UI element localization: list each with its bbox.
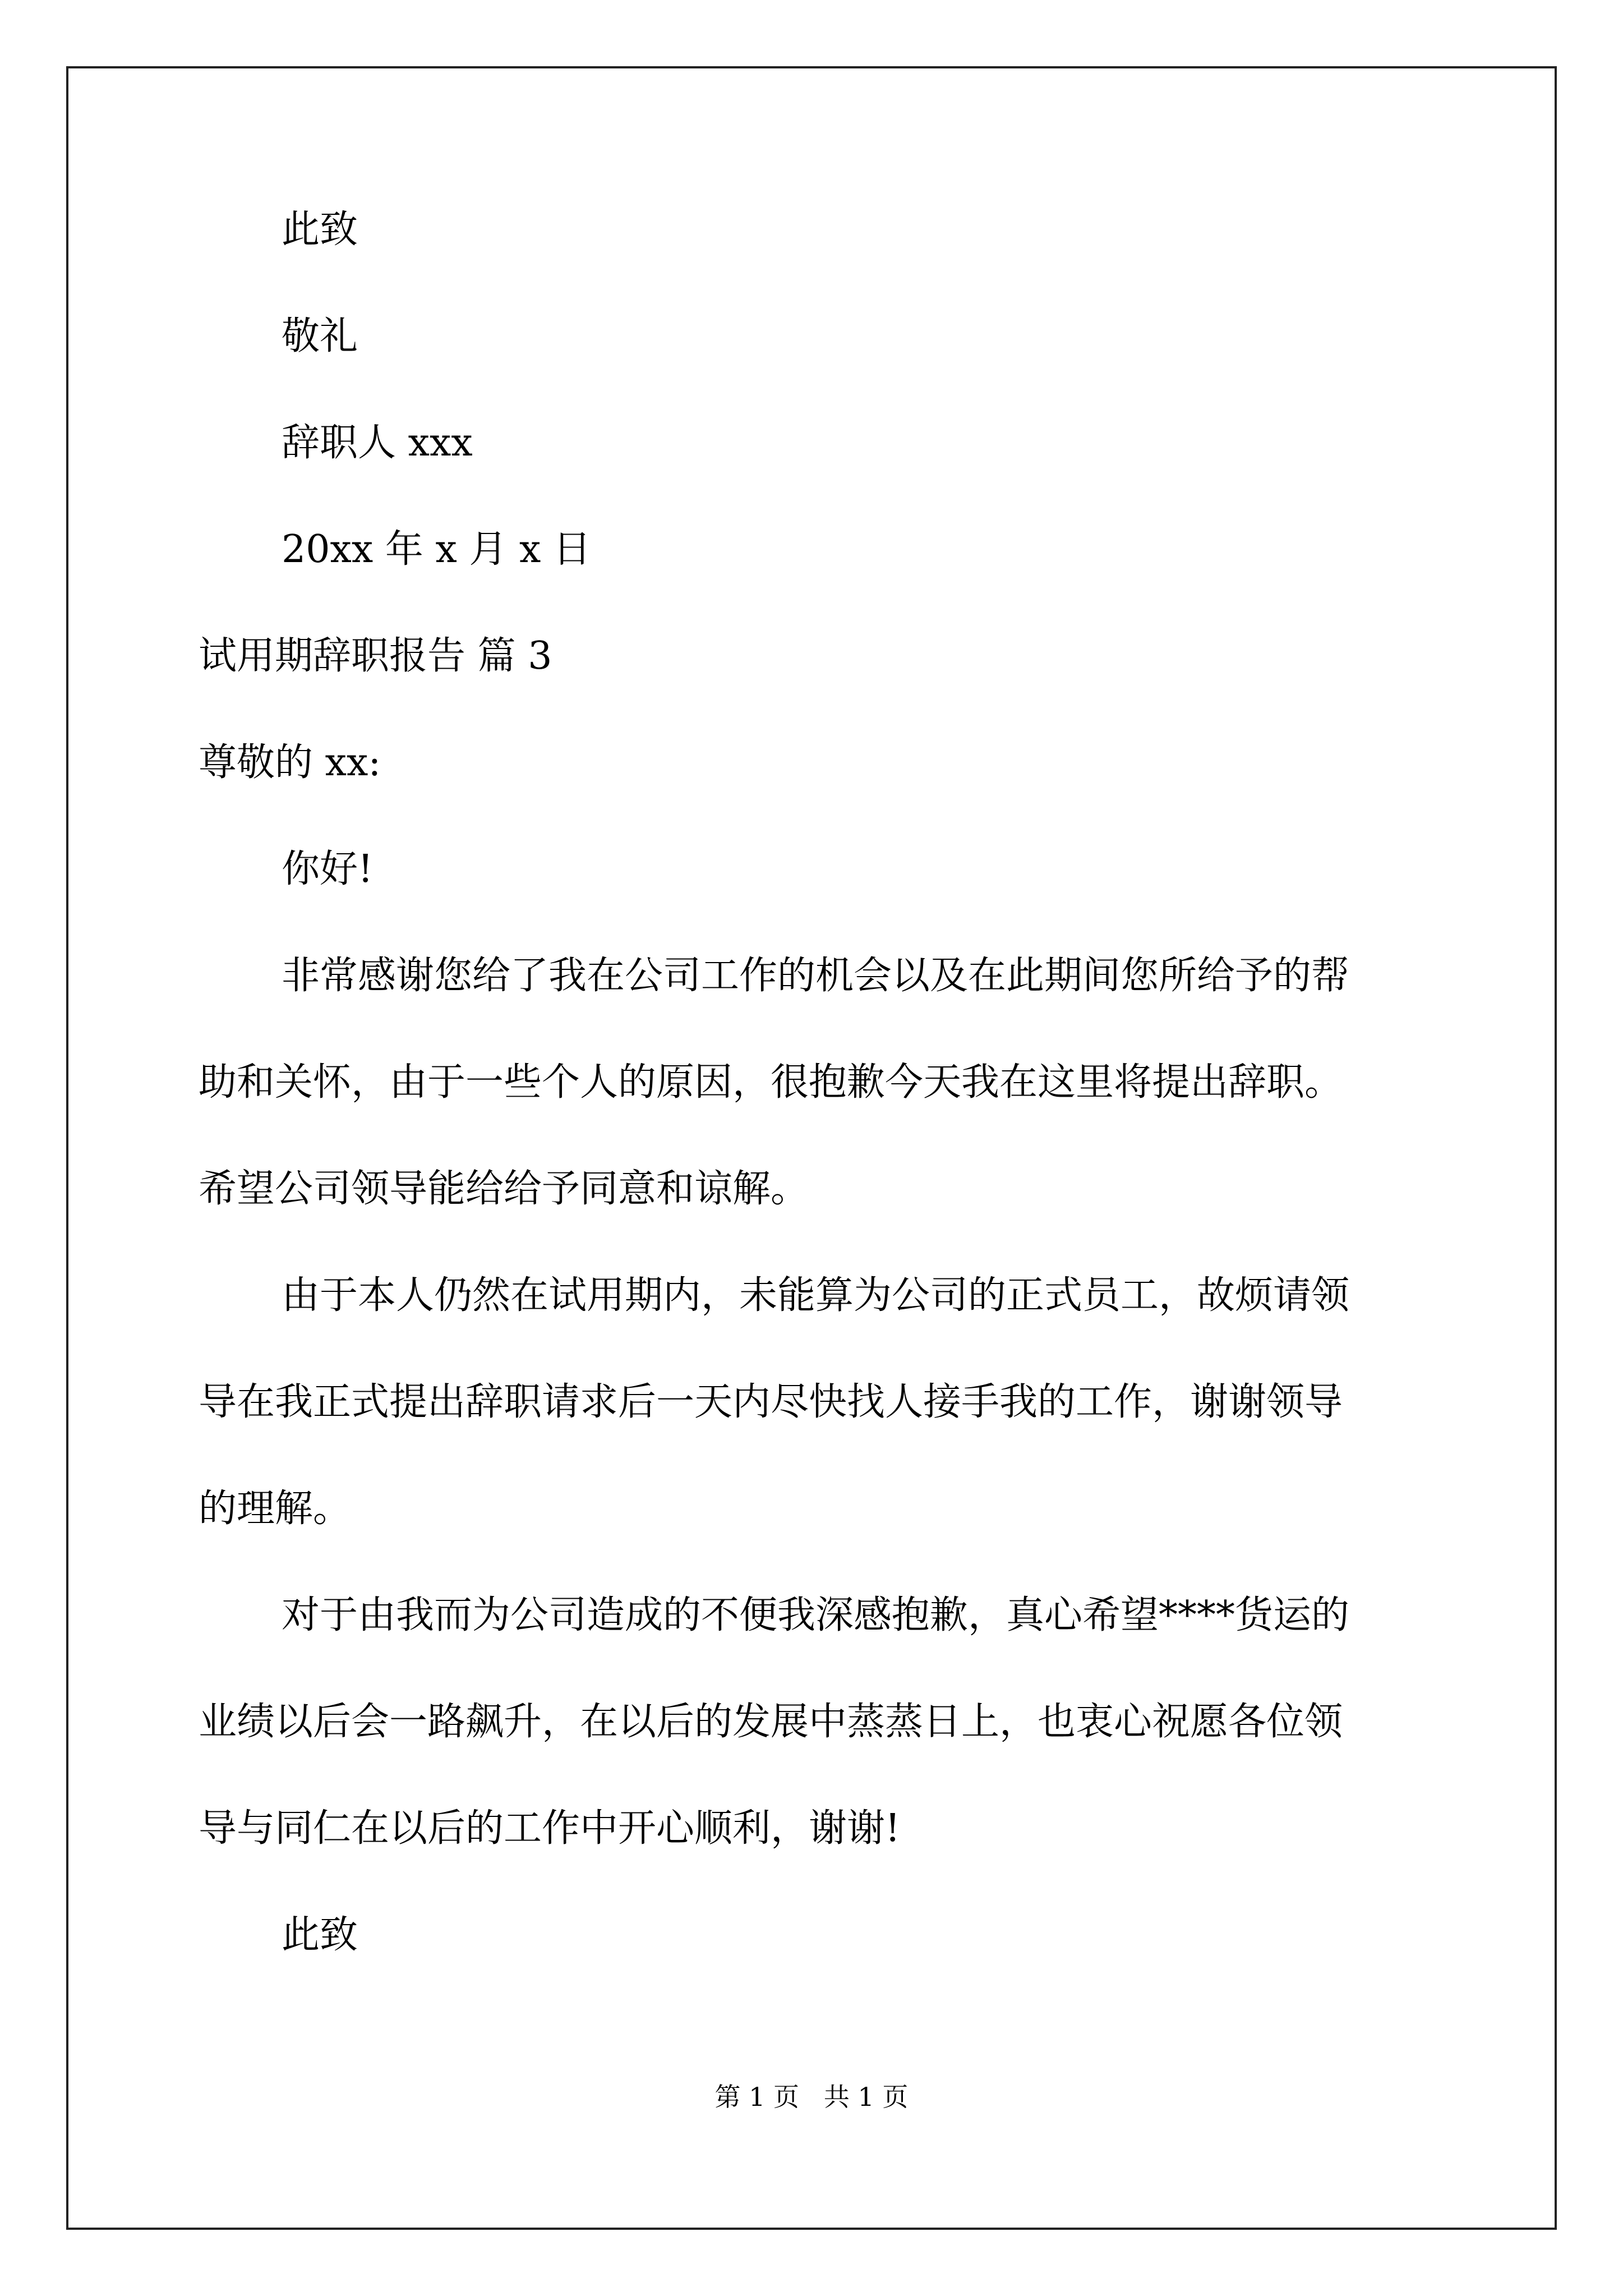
recipient-greeting: 尊敬的 xx:: [199, 740, 381, 785]
paragraph-line: 导与同仁在以后的工作中开心顺利，谢谢!: [199, 1806, 901, 1851]
paragraph-line: 非常感谢您给了我在公司工作的机会以及在此期间您所给予的帮: [282, 954, 1350, 998]
page-footer: 第 1 页 共 1 页: [714, 2082, 909, 2112]
paragraph-line: 的理解。: [199, 1487, 352, 1531]
greeting: 你好!: [282, 847, 374, 891]
paragraph-line: 业绩以后会一路飙升，在以后的发展中蒸蒸日上，也衷心祝愿各位领: [199, 1700, 1343, 1744]
paragraph-line: 对于由我而为公司造成的不便我深感抱歉，真心希望****货运的: [282, 1593, 1350, 1637]
signature-date: 20xx 年 x 月 x 日: [282, 527, 592, 572]
signature-name: 辞职人 xxx: [282, 421, 473, 465]
closing-salutation: 此致: [282, 208, 358, 252]
closing-salutation: 此致: [282, 1913, 358, 1957]
section-heading: 试用期辞职报告 篇 3: [199, 634, 552, 678]
paragraph-line: 由于本人仍然在试用期内，未能算为公司的正式员工，故烦请领: [282, 1273, 1350, 1318]
paragraph-line: 希望公司领导能给给予同意和谅解。: [199, 1167, 809, 1211]
paragraph-line: 助和关怀，由于一些个人的原因，很抱歉今天我在这里将提出辞职。: [199, 1060, 1343, 1105]
closing-regards: 敬礼: [282, 314, 358, 358]
paragraph-line: 导在我正式提出辞职请求后一天内尽快找人接手我的工作，谢谢领导: [199, 1380, 1343, 1424]
page-border: [66, 66, 1557, 2230]
